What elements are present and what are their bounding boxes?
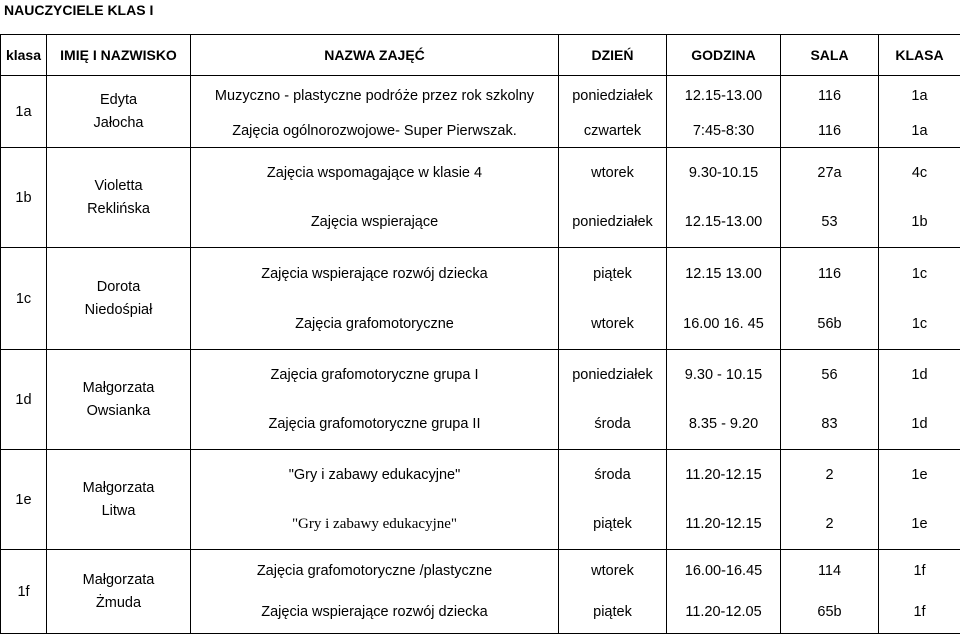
teacher-first-name: Violetta — [94, 177, 143, 194]
day-cell: czwartek — [559, 116, 667, 148]
time-cell: 16.00 16. 45 — [667, 300, 781, 350]
activity-name: Zajęcia wspierające — [191, 198, 559, 248]
class-cell: 1f — [1, 550, 47, 634]
group-cell: 1d — [879, 400, 960, 450]
activity-name: Zajęcia wspierające rozwój dziecka — [191, 248, 559, 300]
teacher-first-name: Małgorzata — [82, 479, 155, 496]
table-row — [1, 248, 960, 300]
activity-name: Zajęcia grafomotoryczne grupa I — [191, 350, 559, 400]
day-cell: wtorek — [559, 550, 667, 592]
time-cell: 12.15-13.00 — [667, 198, 781, 248]
activity-name: "Gry i zabawy edukacyjne" — [191, 500, 559, 550]
teacher-last-name: Żmuda — [95, 594, 142, 611]
day-cell: wtorek — [559, 148, 667, 198]
header-activity: NAZWA ZAJĘĆ — [191, 35, 559, 76]
teacher-last-name: Reklińska — [87, 200, 150, 217]
header-group: KLASA — [879, 35, 960, 76]
activity-name: Zajęcia wspierające rozwój dziecka — [191, 592, 559, 634]
room-cell: 2 — [781, 450, 879, 500]
teacher-first-name: Dorota — [96, 278, 141, 295]
teacher-name — [47, 148, 191, 248]
group-cell: 1b — [879, 198, 960, 248]
room-cell: 27a — [781, 148, 879, 198]
page-title: NAUCZYCIELE KLAS I — [4, 2, 154, 18]
teacher-name — [47, 450, 191, 550]
activity-name: Zajęcia wspomagające w klasie 4 — [191, 148, 559, 198]
class-cell: 1b — [1, 148, 47, 248]
teacher-name — [47, 550, 191, 634]
time-cell: 12.15 13.00 — [667, 248, 781, 300]
time-cell: 8.35 - 9.20 — [667, 400, 781, 450]
day-cell: poniedziałek — [559, 350, 667, 400]
table-row — [1, 148, 960, 198]
day-cell: poniedziałek — [559, 76, 667, 116]
activity-name: Zajęcia grafomotoryczne — [191, 300, 559, 350]
day-cell: poniedziałek — [559, 198, 667, 248]
day-cell: piątek — [559, 592, 667, 634]
room-cell: 83 — [781, 400, 879, 450]
group-cell: 1e — [879, 450, 960, 500]
group-cell: 1f — [879, 550, 960, 592]
time-cell: 11.20-12.05 — [667, 592, 781, 634]
class-cell: 1d — [1, 350, 47, 450]
room-cell: 116 — [781, 248, 879, 300]
day-cell: piątek — [559, 248, 667, 300]
table-row — [1, 76, 960, 116]
activity-name: Muzyczno - plastyczne podróże przez rok szkolny — [191, 76, 559, 116]
day-cell: środa — [559, 400, 667, 450]
group-cell: 1c — [879, 248, 960, 300]
room-cell: 56b — [781, 300, 879, 350]
room-cell: 56 — [781, 350, 879, 400]
header-row — [1, 35, 960, 76]
teacher-last-name: Litwa — [101, 502, 136, 519]
teachers-table — [0, 34, 960, 634]
header-name: IMIĘ I NAZWISKO — [47, 35, 191, 76]
teacher-last-name: Niedośpiał — [84, 301, 153, 318]
header-time: GODZINA — [667, 35, 781, 76]
time-cell: 12.15-13.00 — [667, 76, 781, 116]
room-cell: 114 — [781, 550, 879, 592]
activity-name: "Gry i zabawy edukacyjne" — [191, 450, 559, 500]
room-cell: 116 — [781, 116, 879, 148]
day-cell: środa — [559, 450, 667, 500]
time-cell: 7:45-8:30 — [667, 116, 781, 148]
teacher-last-name: Jałocha — [93, 114, 144, 131]
time-cell: 9.30-10.15 — [667, 148, 781, 198]
time-cell: 11.20-12.15 — [667, 450, 781, 500]
teacher-last-name: Owsianka — [86, 402, 151, 419]
group-cell: 4c — [879, 148, 960, 198]
table-row — [1, 350, 960, 400]
time-cell: 16.00-16.45 — [667, 550, 781, 592]
header-klasa: klasa — [1, 35, 47, 76]
activity-name: Zajęcia grafomotoryczne grupa II — [191, 400, 559, 450]
teacher-name — [47, 248, 191, 350]
day-cell: piątek — [559, 500, 667, 550]
room-cell: 65b — [781, 592, 879, 634]
teacher-first-name: Edyta — [99, 91, 138, 108]
header-day: DZIEŃ — [559, 35, 667, 76]
activity-name: Zajęcia grafomotoryczne /plastyczne — [191, 550, 559, 592]
table-row — [1, 550, 960, 592]
group-cell: 1d — [879, 350, 960, 400]
room-cell: 53 — [781, 198, 879, 248]
teacher-first-name: Małgorzata — [82, 571, 155, 588]
table-row — [1, 450, 960, 500]
group-cell: 1e — [879, 500, 960, 550]
room-cell: 116 — [781, 76, 879, 116]
group-cell: 1a — [879, 76, 960, 116]
activity-name: Zajęcia ogólnorozwojowe- Super Pierwszak. — [191, 116, 559, 148]
time-cell: 11.20-12.15 — [667, 500, 781, 550]
class-cell: 1e — [1, 450, 47, 550]
class-cell: 1c — [1, 248, 47, 350]
day-cell: wtorek — [559, 300, 667, 350]
teacher-first-name: Małgorzata — [82, 379, 155, 396]
time-cell: 9.30 - 10.15 — [667, 350, 781, 400]
teacher-name — [47, 76, 191, 148]
group-cell: 1a — [879, 116, 960, 148]
class-cell: 1a — [1, 76, 47, 148]
room-cell: 2 — [781, 500, 879, 550]
header-room: SALA — [781, 35, 879, 76]
group-cell: 1c — [879, 300, 960, 350]
teacher-name — [47, 350, 191, 450]
group-cell: 1f — [879, 592, 960, 634]
